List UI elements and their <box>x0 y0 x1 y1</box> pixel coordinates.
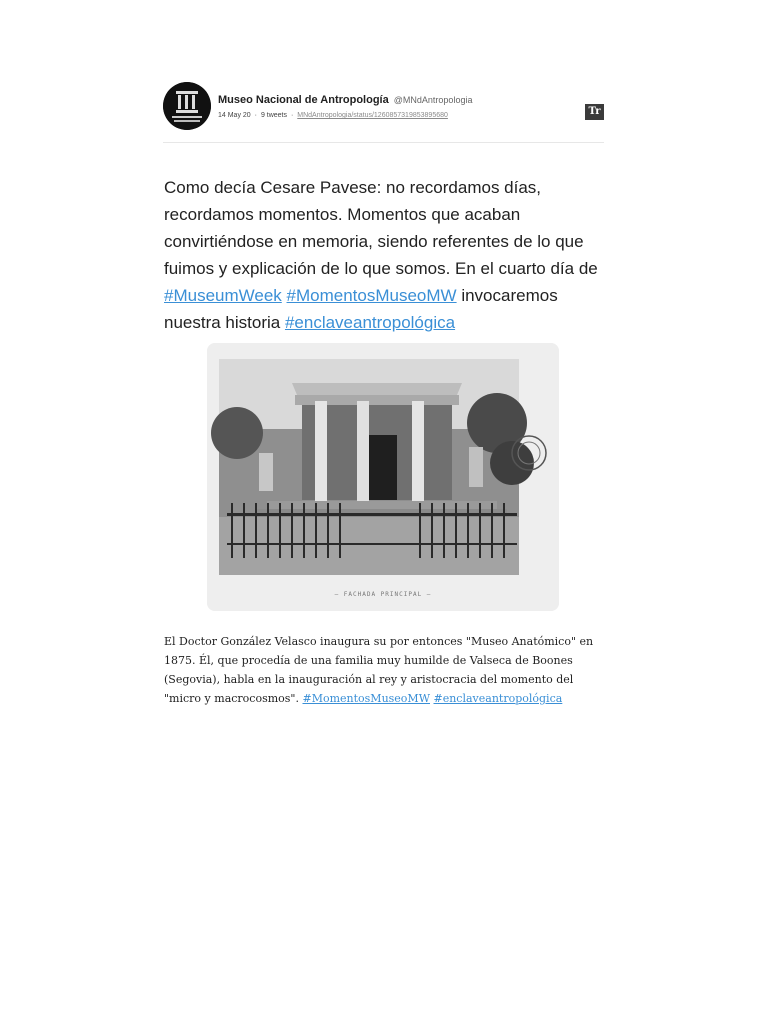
hashtag-link[interactable]: #MomentosMuseoMW <box>302 692 430 705</box>
author-name[interactable]: Museo Nacional de Antropología <box>218 94 389 106</box>
hashtag-link[interactable]: #MomentosMuseoMW <box>286 286 457 305</box>
hashtag-link[interactable]: #MuseumWeek <box>164 286 282 305</box>
header-divider <box>163 142 604 143</box>
museum-facade-photo <box>207 343 559 611</box>
tweet-text-part: invocaremos nuestra historia <box>164 286 558 332</box>
tweet-count: 9 tweets <box>260 112 288 119</box>
tweet-text <box>164 174 609 336</box>
tweet-meta <box>218 112 448 119</box>
tweet-date: 14 May 20 <box>218 112 251 119</box>
meta-separator: · <box>290 112 294 119</box>
tweet-text-part: Como decía Cesare Pavese: no recordamos días, recordamos momentos. Momentos que acaban convirtiéndose en memoria, siendo referentes de lo que fuimos y explicación de lo que somos. En el cuarto día de <box>164 178 598 278</box>
meta-separator: · <box>254 112 257 119</box>
tweet-photo[interactable] <box>207 343 559 611</box>
photo-caption: — FACHADA PRINCIPAL — <box>334 591 432 598</box>
hashtag-link[interactable]: #enclaveantropológica <box>433 692 563 705</box>
quoted-text: El Doctor González Velasco inaugura su por entonces "Museo Anatómico" en 1875. Él, que procedía de una familia muy humilde de Valseca de Boones (Segovia), habla en la inauguración al rey y aristocracia del momento del "micro y macrocosmos". <box>164 635 594 705</box>
author-handle[interactable]: @MNdAntropologia <box>393 95 473 105</box>
translate-badge[interactable]: Tr <box>585 104 604 120</box>
tweet-header <box>163 82 604 142</box>
hashtag-link[interactable]: #enclaveantropológica <box>284 313 456 332</box>
author-line <box>218 94 472 106</box>
status-link[interactable]: MNdAntropologia/status/1260857319853895680 <box>297 112 448 119</box>
avatar[interactable] <box>163 82 211 130</box>
quoted-tweet-text <box>164 632 609 708</box>
museum-logo-icon <box>163 82 211 130</box>
